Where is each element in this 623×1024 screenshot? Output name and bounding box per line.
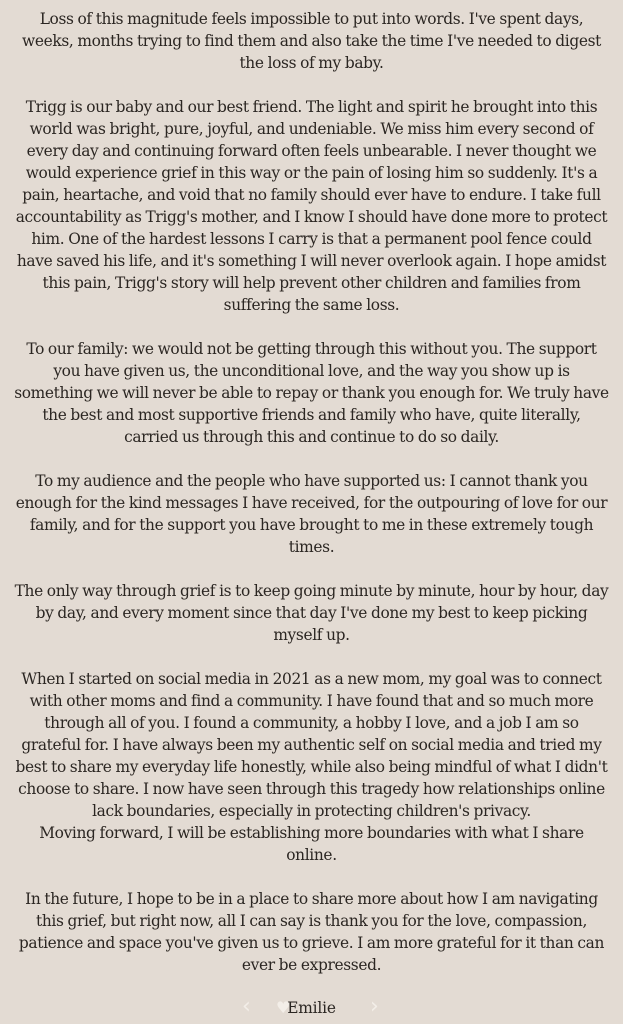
paragraph-trigg: Trigg is our baby and our best friend. The light and spirit he brought into this world was bright, pure, joyful, and undeniable. We miss him every second of every day and continuing forward often feels unbearable. I never thought we would experience grief in this way or the pain of losing him so suddenly. It's a pain, heartache, and void that no family should ever have to endure. I take full accountability as Trigg's mother, and I know I should have done more to protect him. One of the hardest lessons I carry is that a permanent pool fence could have saved his life, and it's something I will never overlook again. I hope amidst this pain, Trigg's story will help prevent other children and families from suffering the same loss. bbox=[15, 98, 608, 314]
paragraph-audience: To my audience and the people who have supported us: I cannot thank you enough for the kind messages I have received, for the outpouring of love for our family, and for the support you have brought to me in these extremely tough times. bbox=[15, 472, 608, 556]
paragraph-social-media: When I started on social media in 2021 as a new mom, my goal was to connect with other moms and find a community. I have found that and so much more through all of you. I found a community, a hobby I love, and a job I am so grateful for. I have always been my authentic self on social media and tried my best to share my everyday life honestly, while also being mindful of what I didn't choose to share. I now have seen through this tragedy how relationships online lack boundaries, especially in protecting children's privacy. bbox=[15, 670, 608, 820]
signature: Emilie bbox=[287, 999, 336, 1017]
heart-icon[interactable]: ♥ bbox=[276, 998, 291, 1017]
chevron-left-icon[interactable]: ‹ bbox=[242, 994, 251, 1019]
paragraph-boundaries: Moving forward, I will be establishing more boundaries with what I share online. bbox=[39, 824, 584, 864]
paragraph-intro: Loss of this magnitude feels impossible to put into words. I've spent days, weeks, months trying to find them and also take the time I've needed to digest the loss of my baby. bbox=[22, 10, 601, 72]
statement-letter bbox=[14, 8, 609, 998]
paragraph-grief: The only way through grief is to keep going minute by minute, hour by hour, day by day, and every moment since that day I've done my best to keep picking myself up. bbox=[14, 582, 609, 644]
chevron-right-icon[interactable]: › bbox=[370, 994, 379, 1019]
paragraph-future: In the future, I hope to be in a place to share more about how I am navigating this grief, but right now, all I can say is thank you for the love, compassion, patience and space you've given us to grieve. I am more grateful for it than can ever be expressed. bbox=[18, 890, 605, 974]
paragraph-family: To our family: we would not be getting through this without you. The support you have given us, the unconditional love, and the way you show up is something we will never be able to repay or thank you enough for. We truly have the best and most supportive friends and family who have, quite literally, carried us through this and continue to do so daily. bbox=[14, 340, 609, 446]
